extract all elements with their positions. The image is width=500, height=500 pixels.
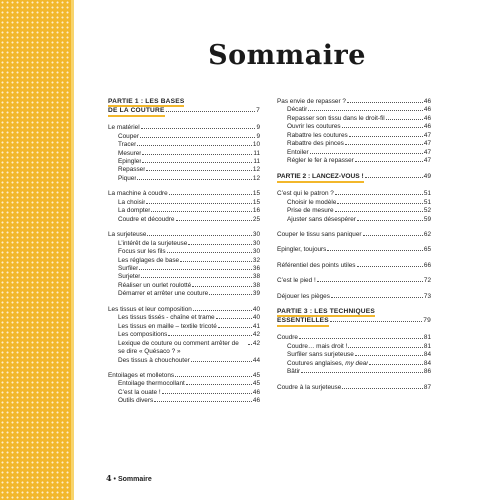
group-repasser (277, 98, 431, 166)
toc-subentry: Outils divers 46 (118, 397, 260, 405)
toc-group-title: C’est qui le patron ? 51 (277, 190, 431, 198)
toc-subentry: Focus sur les fils 30 (118, 248, 260, 256)
toc-group (108, 124, 260, 183)
toc-entry: Déjouer les pièges 73 (277, 292, 431, 300)
toc-subentry: Mesurer 11 (118, 149, 260, 157)
toc-subentry: Surjeter 38 (118, 273, 260, 281)
toc-group-title: La surjeteuse 30 (108, 231, 260, 239)
toc-subentry: Prise de mesure 52 (287, 207, 431, 215)
toc-subentry: Rabattre les coutures 47 (287, 131, 431, 139)
toc-group-title: Entoilages et molletons 45 (108, 371, 260, 379)
toc-subentry: L’intérêt de la surjeteuse 30 (118, 239, 260, 247)
toc-group-title: Les tissus et leur composition 40 (108, 305, 260, 313)
toc-subentry: Repasser 12 (118, 166, 260, 174)
toc-subentry: Piquer 12 (118, 174, 260, 182)
toc-subentry: Les tissus en maille – textile tricoté 41 (118, 322, 260, 330)
toc-subentry: Les réglages de base 32 (118, 256, 260, 264)
toc-subentry: Choisir le modèle 51 (287, 198, 431, 206)
toc-subentry: Les tissus tissés - chaîne et trame 40 (118, 314, 260, 322)
toc-subentry: Rabattre des pinces 47 (287, 140, 431, 148)
toc-group-title: Coudre 81 (277, 334, 431, 342)
toc-group (108, 190, 260, 224)
toc-subentry: Entoilage thermocollant 45 (118, 380, 260, 388)
toc-subentry: Coudre et découdre 25 (118, 215, 260, 223)
group-coudre (277, 334, 431, 376)
toc-group (108, 231, 260, 299)
toc-subentry: La choisir 15 (118, 198, 260, 206)
toc-column-left (108, 98, 260, 406)
toc-subentry: Décatir 46 (287, 106, 431, 114)
toc-subentry: Démarrer et arrêter une couture 39 (118, 290, 260, 298)
single-entries (277, 224, 431, 301)
left-groups (108, 124, 260, 406)
toc-subentry: Entoiler 47 (287, 148, 431, 156)
toc-subentry: Épingler 11 (118, 158, 260, 165)
toc-subentry: Ouvrir les coutures 46 (287, 123, 431, 131)
page-title: Sommaire (208, 40, 366, 71)
toc-subentry: Surfiler sans surjeteuse 84 (287, 351, 431, 359)
toc-subentry: Repasser son tissu dans le droit-fil 46 (287, 114, 431, 122)
toc-group-title: Le matériel 9 (108, 124, 260, 132)
toc-entry: C’est le pied ! 72 (277, 277, 431, 285)
toc-subentry: Bâtir 86 (287, 368, 431, 376)
toc-column-right (277, 98, 431, 392)
stripe-edge (71, 0, 74, 500)
toc-subentry: Coudre… mais droit ! 81 (287, 342, 431, 350)
toc-subentry: Lexique de couture ou comment arrêter de se dire « Quésaco ? » 42 (118, 339, 260, 356)
toc-subentry: Des tissus à chouchouter 44 (118, 356, 260, 364)
toc-entry: Référentiel des points utiles 66 (277, 261, 431, 269)
toc-group-title: Pas envie de repasser ? 46 (277, 98, 431, 105)
toc-subentry: Régler le fer à repasser 47 (287, 157, 431, 165)
toc-subentry: C’est la ouate ! 46 (118, 388, 260, 396)
toc-group-title: La machine à coudre 15 (108, 190, 260, 198)
toc-subentry: La dompter 16 (118, 207, 260, 215)
toc-subentry: Tracer 10 (118, 141, 260, 149)
toc-subentry: Couper 9 (118, 132, 260, 140)
toc-subentry: Coutures anglaises, my dear 84 (287, 359, 431, 367)
part-1-heading: PARTIE 1 : LES BASES DE LA COUTURE 7 (108, 98, 260, 117)
entry-surjeteuse (277, 384, 431, 392)
toc-group (108, 306, 260, 365)
part-3-heading: PARTIE 3 : LES TECHNIQUES ESSENTIELLES 79 (277, 308, 431, 327)
toc-subentry: Les compositions 42 (118, 331, 260, 339)
group-patron (277, 190, 431, 224)
toc-subentry: Ajuster sans désespérer 59 (287, 215, 431, 223)
toc-subentry: Réaliser un ourlet roulotté 38 (118, 281, 260, 289)
toc-entry: Coudre à la surjeteuse 87 (277, 383, 431, 391)
toc-entry: Épingler, toujours 65 (277, 246, 431, 254)
toc-subentry: Surfiler 36 (118, 264, 260, 272)
toc-group (108, 372, 260, 406)
decorative-stripe (0, 0, 71, 500)
page-footer: 4 • Sommaire (106, 473, 152, 483)
toc-entry: Couper le tissu sans paniquer 62 (277, 231, 431, 239)
part-2-heading: PARTIE 2 : LANCEZ-VOUS ! 49 (277, 173, 431, 184)
